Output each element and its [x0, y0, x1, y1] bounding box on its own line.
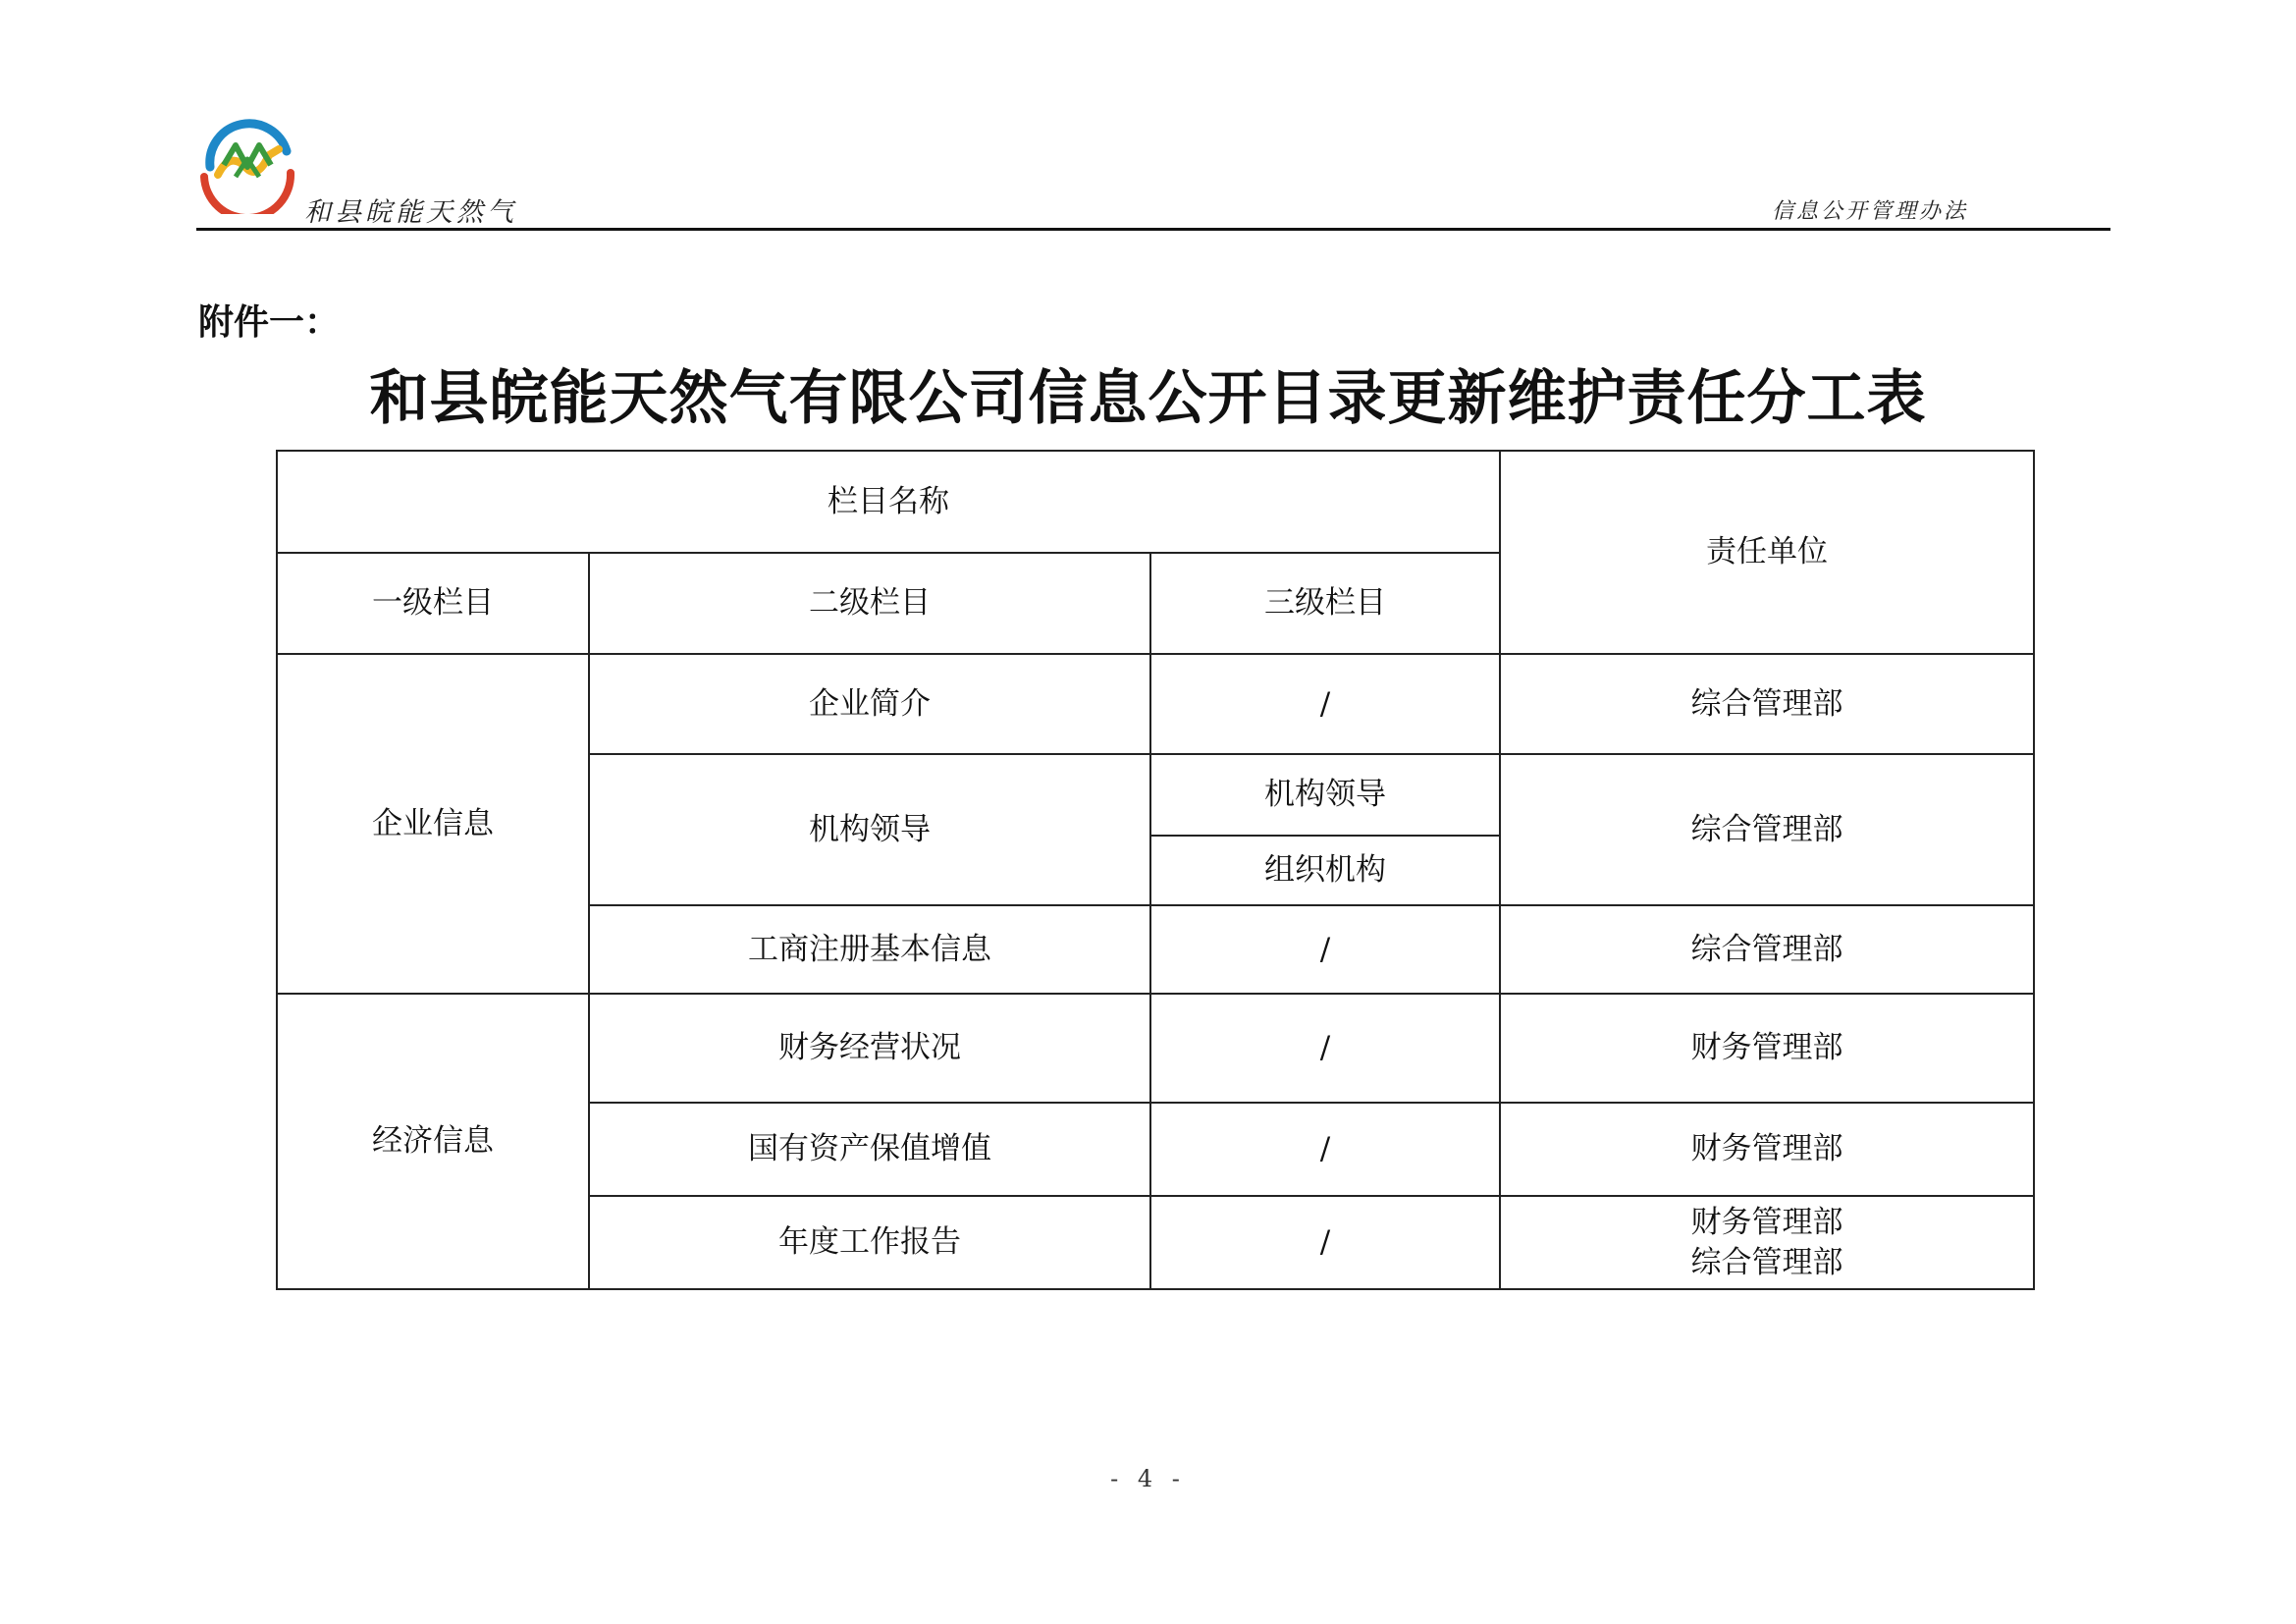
unit-cell — [1500, 1196, 2034, 1289]
level3-cell: / — [1150, 905, 1500, 994]
level2-cell: 企业简介 — [589, 654, 1150, 754]
level2-cell: 国有资产保值增值 — [589, 1103, 1150, 1196]
header-divider — [196, 228, 2110, 231]
header-responsible-unit: 责任单位 — [1500, 451, 2034, 654]
unit-cell: 综合管理部 — [1500, 754, 2034, 905]
unit-cell: 综合管理部 — [1500, 905, 2034, 994]
header-document-name: 信息公开管理办法 — [1771, 199, 1968, 224]
level3-cell: 组织机构 — [1150, 836, 1500, 905]
level3-cell: / — [1150, 994, 1500, 1103]
attachment-label: 附件一： — [198, 302, 341, 343]
level1-cell: 企业信息 — [277, 654, 589, 994]
header-level1: 一级栏目 — [277, 553, 589, 654]
level2-cell: 机构领导 — [589, 754, 1150, 905]
responsibility-table — [276, 450, 2035, 1290]
document-title: 和县皖能天然气有限公司信息公开目录更新维护责任分工表 — [369, 364, 1927, 433]
level3-cell: / — [1150, 654, 1500, 754]
level3-cell: / — [1150, 1196, 1500, 1289]
level3-cell: / — [1150, 1103, 1500, 1196]
level3-cell: 机构领导 — [1150, 754, 1500, 836]
page-number: - 4 - — [1110, 1465, 1186, 1492]
table-row — [277, 654, 2034, 754]
level2-cell: 财务经营状况 — [589, 994, 1150, 1103]
table-row — [277, 994, 2034, 1103]
header-column-group: 栏目名称 — [277, 451, 1500, 553]
unit-cell: 财务管理部 — [1500, 1103, 2034, 1196]
level2-cell: 工商注册基本信息 — [589, 905, 1150, 994]
header-level2: 二级栏目 — [589, 553, 1150, 654]
unit-line: 综合管理部 — [1690, 1244, 1843, 1280]
level2-cell: 年度工作报告 — [589, 1196, 1150, 1289]
unit-cell: 财务管理部 — [1500, 994, 2034, 1103]
level1-cell: 经济信息 — [277, 994, 589, 1289]
company-logo — [196, 116, 302, 214]
header-company-name: 和县皖能天然气 — [304, 197, 517, 228]
unit-line: 财务管理部 — [1690, 1205, 1843, 1241]
unit-cell: 综合管理部 — [1500, 654, 2034, 754]
header-level3: 三级栏目 — [1150, 553, 1500, 654]
